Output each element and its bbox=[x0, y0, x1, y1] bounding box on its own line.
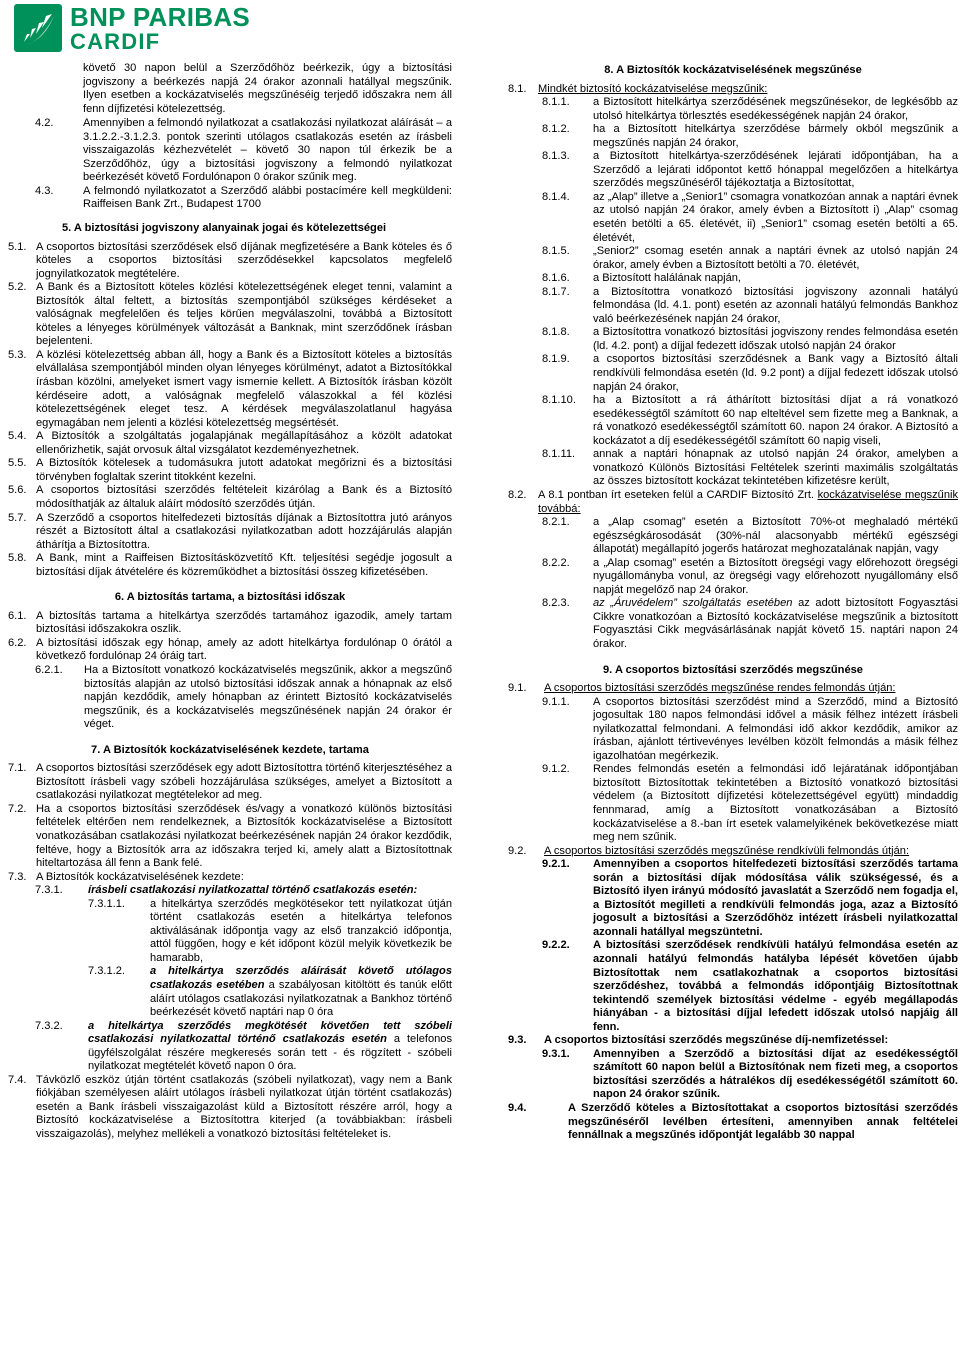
section-6-title: 6. A biztosítás tartama, a biztosítási időszak bbox=[114, 591, 346, 604]
paragraph-number: 8.1.11. bbox=[542, 448, 576, 461]
paragraph-7-3-1 bbox=[8, 884, 452, 898]
paragraph-text: A felmondó nyilatkozatot a Szerződő alábbi postacímére kell megküldeni: Raiffeisen Bank Zrt., Budapest 1700 bbox=[83, 184, 452, 211]
paragraph-8-1-2 bbox=[508, 123, 958, 150]
paragraph-5-1 bbox=[8, 241, 452, 282]
paragraph-number: 5.5. bbox=[8, 457, 27, 470]
paragraph-8-2-3 bbox=[508, 597, 958, 651]
paragraph-8-2-1 bbox=[508, 516, 958, 557]
paragraph-4-1-continuation: követő 30 napon belül a Szerződőhöz beérkezik, úgy a biztosítási jogviszony a beérkezés napjá 24 órakor azonnali hatállyal megszűnik. Ilyen esetben a kockázatviselés megszűnéséig terjedő időszakra nem áll fenn díjfizetési kötelezettség. bbox=[83, 62, 452, 115]
paragraph-8-1-8 bbox=[508, 326, 958, 353]
left-column bbox=[8, 62, 452, 1368]
paragraph-number: 5.7. bbox=[8, 511, 27, 524]
paragraph-text: A csoportos biztosítási szerződés megszűnése díj-nemfizetéssel: bbox=[544, 1034, 889, 1047]
paragraph-number: 9.4. bbox=[508, 1102, 527, 1115]
paragraph-number: 9.2.2. bbox=[542, 939, 570, 952]
paragraph-5-8 bbox=[8, 552, 452, 579]
paragraph-text: A csoportos biztosítási szerződés megszűnése rendes felmondás útján: bbox=[544, 682, 896, 695]
paragraph-emphasis: az „Áruvédelem” szolgáltatás esetében bbox=[593, 597, 793, 610]
paragraph-number: 8.1. bbox=[508, 82, 527, 95]
paragraph-number: 7.3. bbox=[8, 870, 27, 883]
paragraph-text: a szabályosan kitöltött és tanúk előtt aláírt utólagos csatlakozási nyilatkozatnak a Bankhoz történő beérkezését követő naptári nap 0 óra bbox=[150, 979, 452, 1019]
paragraph-text: A biztosítás tartama a hitelkártya szerződés tartamához igazodik, amely tartam biztosítási időszakokra oszlik. bbox=[36, 609, 452, 636]
paragraph-9-2-2 bbox=[508, 939, 958, 1034]
section-9-title: 9. A csoportos biztosítási szerződés megszűnése bbox=[603, 663, 863, 676]
paragraph-text: a „Alap csomag” esetén a Biztosított öregségi vagy előrehozott öregségi nyugállományba vonul, az öregségi vagy előrehozott nyugállomány első napját megelőző nap 24 órakor. bbox=[593, 556, 958, 596]
paragraph-9-1-2 bbox=[508, 763, 958, 844]
paragraph-text: az adott biztosított Fogyasztási Cikkre vonatkozóan a Biztosító kockázatviselése megszűnik a biztosított Fogyasztási Cikk megvásárlásának napját követő 15. naptári napon 24 órakor. bbox=[593, 597, 958, 650]
paragraph-text: Amennyiben a felmondó nyilatkozat a csatlakozási nyilatkozat aláírását – a 3.1.2.2.-3.1.2.3. pontok szerinti utólagos csatlakozás esetén az írásbeli visszaigazolás kézhezvételét – követő 30 napon túl érkezik be a Szerződőhöz, úgy a biztosítási jogviszony a felmondó nyilatkozat beérkezését követő Fordulónapon 0 órakor szűnik meg. bbox=[83, 117, 452, 184]
paragraph-4-2 bbox=[8, 117, 452, 185]
paragraph-number: 7.3.1.1. bbox=[88, 897, 126, 910]
paragraph-8-1-9 bbox=[508, 353, 958, 394]
paragraph-9-3 bbox=[508, 1034, 958, 1048]
paragraph-text: A csoportos biztosítási szerződést mind a Szerződő, mind a Biztosító jogosultak 180 napos felmondási idővel a másik félhez intézett írásbeli nyilatkozattal felmondani. A felmondási idő akkor kezdődik, amikor az írásban, ajánlott tértivevényes levélben közölt felmondás a másik félhez igazolhatóan megérkezik. bbox=[593, 695, 958, 762]
paragraph-number: 9.1.1. bbox=[542, 695, 570, 708]
paragraph-text: A csoportos biztosítási szerződések első díjának megfizetésére a Bank köteles és ő köteles a csoportos biztosítási szerződésekkel kapcsolatos megfelelő jognyilatkozatok megtételére. bbox=[36, 240, 452, 280]
paragraph-number: 8.2.1. bbox=[542, 516, 570, 529]
paragraph-9-4 bbox=[508, 1102, 958, 1143]
paragraph-text: A Szerződő a csoportos hitelfedezeti biztosítás díjának a Biztosítottra jutó arányos részét a Biztosított által a csatlakozási nyilatkozatban adott hozzájárulás alapján áthárítja a Biztosítottra. bbox=[36, 511, 452, 551]
paragraph-number: 8.2.2. bbox=[542, 556, 570, 569]
paragraph-8-2-2 bbox=[508, 557, 958, 598]
paragraph-text: a Biztosított hitelkártya szerződésének megszűnésekor, de legkésőbb az utolsó hitelkártya törlesztés esedékességének napján 24 órakor, bbox=[593, 96, 958, 122]
bnp-paribas-stars-logo-icon bbox=[14, 4, 62, 52]
paragraph-number: 8.1.6. bbox=[542, 272, 570, 285]
paragraph-8-1-3 bbox=[508, 150, 958, 191]
paragraph-text: A közlési kötelezettség abban áll, hogy a Bank és a Biztosított köteles a biztosítás elvállalása szempontjából minden olyan lényeges körülményt, adatot a Biztosítókkal írásban közölni, amelyeket ismert vagy ismernie kellett. A Biztosítók írásban közölt kérdéseire adott, a valóságnak megfelelő válaszokkal a fél közlési kötelezettségének eleget tesz. A kérdések megválaszolatlanul hagyása egymagában nem jelenti a közlési kötelezettség megsértését. bbox=[36, 348, 452, 429]
paragraph-number: 4.2. bbox=[35, 117, 54, 130]
paragraph-number: 5.4. bbox=[8, 430, 27, 443]
paragraph-text: Ha a csoportos biztosítási szerződések és/vagy a vonatkozó különös biztosítási feltételek eltérően nem rendelkeznek, a Biztosítók kockázatviselése a Biztosított vonatkozásában csatlakozási nyilatkozat beérkezésének napján 24 órakor kezdődik, feltéve, hogy a Biztosítók arra az időszakra terjed ki, amely alatt a Biztosítottnak hiteltartozása áll fenn a Bank felé. bbox=[36, 802, 452, 870]
paragraph-6-2 bbox=[8, 637, 452, 664]
paragraph-8-2 bbox=[508, 489, 958, 516]
paragraph-number: 5.1. bbox=[8, 240, 27, 253]
paragraph-8-1-10 bbox=[508, 394, 958, 448]
paragraph-text: A Bank, mint a Raiffeisen Biztosításközvetítő Kft. teljesítési segédje jogosult a biztosítási díjak átvételére és közreműködhet a biztosítási összeg kifizetésében. bbox=[36, 552, 452, 578]
brand-name bbox=[70, 4, 250, 53]
paragraph-text: A Biztosítók a szolgáltatás jogalapjának megállapításához a közölt adatokat ellenőrizhetik, saját orvosuk által vizsgálatot kezdeményezhetnek. bbox=[36, 430, 452, 456]
brand-header bbox=[14, 4, 274, 54]
paragraph-number: 8.1.7. bbox=[542, 285, 570, 298]
paragraph-number: 9.1.2. bbox=[542, 763, 570, 776]
section-8-title: 8. A Biztosítók kockázatviselésének megszűnése bbox=[604, 64, 862, 76]
paragraph-number: 7.3.1. bbox=[35, 884, 63, 897]
paragraph-number: 4.3. bbox=[35, 184, 54, 197]
paragraph-text: Amennyiben a csoportos hitelfedezeti biztosítási szerződés tartama során a biztosítási díjak módosítása válik szükségessé, és a Biztosító ilyen irányú módosító javaslatát a Szerződő nem fogadja el, a Biztosítót megilleti a rendkívüli felmondás joga, azaz a Biztosító jogosult a biztosítási a Szerződőhöz intézett írásbeli nyilatkozattal azonnali hatállyal megszüntetni. bbox=[593, 858, 958, 938]
paragraph-7-1 bbox=[8, 762, 452, 803]
paragraph-text: A biztosítási időszak egy hónap, amely az adott hitelkártya fordulónap 0 órától a következő fordulónap 24 óráig tart. bbox=[36, 636, 452, 663]
paragraph-number: 6.2. bbox=[8, 636, 27, 649]
paragraph-number: 8.1.2. bbox=[542, 123, 570, 136]
paragraph-number: 6.2.1. bbox=[35, 663, 63, 676]
paragraph-text: A Bank és a Biztosított köteles közlési kötelezettségének eleget tenni, valamint a Biztosítók által feltett, a biztosítás szempontjából szükséges kérdéseket a valóságnak megfelelően és teljes körűen megválaszolni, továbbá a Biztosított köteles a lényeges körülmények változását a Banknak, mint szerződőnek írásban bejelenteni. bbox=[36, 281, 452, 348]
paragraph-8-1-5 bbox=[508, 245, 958, 272]
paragraph-number: 9.2. bbox=[508, 844, 527, 857]
paragraph-5-3 bbox=[8, 349, 452, 430]
paragraph-number: 9.2.1. bbox=[542, 858, 570, 871]
paragraph-number: 5.6. bbox=[8, 484, 27, 497]
paragraph-text: Távközlő eszköz útján történt csatlakozás (szóbeli nyilatkozat), vagy nem a Bank fiókjában személyesen aláírt utólagos írásbeli nyilatkozat útján történt csatlakozás) esetén a Bank írásbeli visszaigazolást küld a Biztosított részére arról, hogy a Biztosító kockázatviselése a Biztosítottra kiterjed (a továbbiakban: írásbeli visszaigazolás), melyhez mellékeli a vonatkozó biztosítási feltételeket is. bbox=[36, 1073, 452, 1141]
paragraph-number: 9.3. bbox=[508, 1034, 527, 1047]
paragraph-text: A Biztosítók kockázatviselésének kezdete: bbox=[36, 870, 244, 883]
paragraph-text: ha a Biztosított a rá áthárított biztosítási díjat a rá vonatkozó esedékességtől számított 60 nap elteltével sem fizette meg a Banknak, a rá vonatkozó esedékességtől számított 60. napon 24 órakor. A Biztosító a kockázatot a díj esedékességétől számított 60 napig viseli, bbox=[593, 394, 958, 447]
paragraph-text-underlined: kockázatviselése megszűnik továbbá: bbox=[538, 488, 958, 515]
brand-line1: BNP PARIBAS bbox=[70, 2, 251, 32]
paragraph-number: 7.3.1.2. bbox=[88, 965, 126, 978]
paragraph-8-1 bbox=[508, 83, 958, 97]
paragraph-emphasis: a hitelkártya szerződés aláírását követő utólagos csatlakozás esetében bbox=[150, 965, 452, 991]
paragraph-text: a hitelkártya szerződés megkötésekor tett nyilatkozat útján történt csatlakozás esetén a hitelkártya telefonos aktiválásának időpontja vagy az első tranzakció időpontja, attól függően, hogy e két időpont közül melyik következik be hamarabb, bbox=[150, 897, 452, 964]
paragraph-5-7 bbox=[8, 512, 452, 553]
paragraph-text: Rendes felmondás esetén a felmondási idő lejáratának időpontjában biztosított Biztosítottak tekintetében a Biztosító vonatkozó biztosítási védelem (a Biztosított díjfizetési kötelezettségével együtt) mindaddig fennmarad, amíg a Biztosított vonatkozásában a Biztosító kockázatviselése a 8.-ban írt esetek valamelyikének bekövetkezése miatt meg nem szűnik. bbox=[593, 763, 958, 844]
paragraph-8-1-1 bbox=[508, 96, 958, 123]
paragraph-text: a „Alap csomag” esetén a Biztosított 70%-ot meghaladó mértékű egészségkárosodását (30%-nál alacsonyabb mértékű egészségi állapotát) megállapító jogerős határozat meghozatalának napján, vagy bbox=[593, 516, 958, 556]
paragraph-number: 8.1.10. bbox=[542, 394, 576, 407]
paragraph-number: 5.2. bbox=[8, 281, 27, 294]
paragraph-number: 5.3. bbox=[8, 348, 27, 361]
paragraph-5-5 bbox=[8, 457, 452, 484]
paragraph-text: A Biztosítók kötelesek a tudomásukra jutott adatokat megőrizni és a biztosítási törvényben foglaltak szerint titokként kezelni. bbox=[36, 457, 452, 483]
paragraph-9-2-1 bbox=[508, 858, 958, 939]
section-7-title: 7. A Biztosítók kockázatviselésének kezdete, tartama bbox=[91, 743, 369, 756]
paragraph-number: 8.2. bbox=[508, 488, 527, 501]
paragraph-emphasis: a hitelkártya szerződés megkötését követően tett szóbeli csatlakozási nyilatkozattal történő csatlakozás esetén bbox=[88, 1019, 452, 1046]
paragraph-text: A Szerződő köteles a Biztosítottakat a csoportos biztosítási szerződés megszűnéséről levélben értesíteni, amennyiben annak feltételei fennállnak a megszűnés időpontját legalább 30 nappal bbox=[568, 1102, 958, 1142]
paragraph-text: Ha a Biztosított vonatkozó kockázatviselés megszűnik, akkor a megszűnő biztosítás alapján az utolsó biztosítási időszak annak a hónapnak az első napján kezdődik, amely hónapban az érintett Biztosító kockázatviselés megszűnik, és a kockázatviselés megszűnésének napján 24 órakor ér véget. bbox=[84, 663, 452, 731]
paragraph-number: 8.1.4. bbox=[542, 190, 570, 203]
right-column bbox=[508, 64, 958, 1368]
paragraph-number: 9.1. bbox=[508, 682, 527, 695]
paragraph-5-4 bbox=[8, 430, 452, 457]
paragraph-number: 8.1.3. bbox=[542, 150, 570, 163]
paragraph-8-1-4 bbox=[508, 191, 958, 245]
paragraph-number: 7.4. bbox=[8, 1073, 27, 1086]
paragraph-number: 6.1. bbox=[8, 609, 27, 622]
paragraph-number: 7.1. bbox=[8, 762, 27, 775]
paragraph-text: A csoportos biztosítási szerződés feltételeit kizárólag a Bank és a Biztosító módosíthatják az általuk aláírt módosító szerződés útján. bbox=[36, 484, 452, 510]
paragraph-7-2 bbox=[8, 803, 452, 871]
paragraph-8-1-7 bbox=[508, 286, 958, 327]
paragraph-text: „Senior2” csomag esetén annak a naptári évnek az utolsó napján 24 órakor, amely évben a Biztosított betölti a 70. életévét, bbox=[593, 245, 958, 271]
paragraph-text: A biztosítási szerződések rendkívüli hatályú felmondása esetén az azonnali hatályú felmondás hatályba lépését követően újabb Biztosítottak nem csatlakozhatnak a csoportos biztosítási szerződéshez, továbbá a felmondás időpontjáig Biztosítottnak tekintendő személyek biztosítási védelme - egyéb megállapodás hiányában - a biztosítási díjjal lefedett időszak utolsó napjáig áll fenn. bbox=[593, 939, 958, 1033]
paragraph-text: Amennyiben a Szerződő a biztosítási díjat az esedékességtől számított 60 napon belül a Biztosítónak nem fizeti meg, a csoportos biztosítási szerződés a hátralékos díj esedékességétől számított 60. napon 24 órakor szűnik. bbox=[593, 1047, 958, 1101]
paragraph-5-6 bbox=[8, 484, 452, 511]
paragraph-number: 8.1.8. bbox=[542, 326, 570, 339]
paragraph-5-2 bbox=[8, 281, 452, 349]
paragraph-text: az „Alap” illetve a „Senior1” csomagra vonatkozóan annak a naptári évnek az utolsó napján 24 órakor, amely évben a Biztosított i) „Alap” csomag esetén betölti a 65. életévét, ii) „Senior1” csomag esetén betölti a 65. életévét, bbox=[593, 190, 958, 244]
paragraph-9-1 bbox=[508, 682, 958, 696]
paragraph-text: írásbeli csatlakozási nyilatkozattal történő csatlakozás esetén: bbox=[88, 884, 418, 897]
paragraph-text: a telefonos ügyfélszolgálat részére megkeresés során tett - és rögzített - szóbeli nyilatkozat megtételét követő napon 0 óra. bbox=[88, 1033, 452, 1073]
paragraph-number: 8.2.3. bbox=[542, 597, 570, 610]
paragraph-7-3 bbox=[8, 871, 452, 885]
paragraph-7-3-1-1 bbox=[8, 898, 452, 966]
paragraph-number: 8.1.5. bbox=[542, 245, 570, 258]
paragraph-8-1-6 bbox=[508, 272, 958, 286]
paragraph-text: A csoportos biztosítási szerződés megszűnése rendkívüli felmondás útján: bbox=[544, 844, 910, 857]
paragraph-text: a Biztosított hitelkártya-szerződésének lejárati időpontjában, ha a Szerződő a lejárati időpontot kettő hónappal megelőzően a hitelkártya szerződés megszűnéséről tájékoztatja a Biztosítottat, bbox=[593, 150, 958, 190]
paragraph-number: 8.1.1. bbox=[542, 96, 570, 109]
paragraph-9-3-1 bbox=[508, 1048, 958, 1102]
paragraph-number: 8.1.9. bbox=[542, 353, 570, 366]
paragraph-text: ha a Biztosított hitelkártya szerződése bármely okból megszűnik a megszűnés napján 24 órakor, bbox=[593, 123, 958, 149]
paragraph-6-2-1 bbox=[8, 664, 452, 732]
paragraph-8-1-11 bbox=[508, 448, 958, 489]
paragraph-9-1-1 bbox=[508, 696, 958, 764]
paragraph-4-3 bbox=[8, 185, 452, 212]
paragraph-text: Mindkét biztosító kockázatviselése megszűnik: bbox=[538, 82, 768, 95]
paragraph-text: a Biztosítottra vonatkozó biztosítási jogviszony rendes felmondása esetén (ld. 4.2. pont) a díjjal fedezett időszak utolsó napján 24 órakor bbox=[593, 326, 958, 352]
paragraph-text: A 8.1 pontban írt eseteken felül a CARDIF Biztosító Zrt. bbox=[538, 488, 815, 501]
paragraph-number: 5.8. bbox=[8, 552, 27, 565]
paragraph-number: 7.2. bbox=[8, 802, 27, 815]
paragraph-7-3-2 bbox=[8, 1020, 452, 1074]
paragraph-text: annak a naptári hónapnak az utolsó napján 24 órakor, amelyben a vonatkozó Különös Biztosítási Feltételek szerinti maximális szolgáltatás az összes biztosított kockázat tekintetében kifizetésre került, bbox=[593, 448, 958, 488]
paragraph-text: a csoportos biztosítási szerződésnek a Bank vagy a Biztosító általi rendkívüli felmondása esetén (ld. 9.2 pont) a díjjal fedezett időszak utolsó napján 24 órakor, bbox=[593, 353, 958, 393]
paragraph-text: a Biztosítottra vonatkozó biztosítási jogviszony azonnali hatályú felmondása (ld. 4.1. pont) esetén az azonnali hatályú felmondás Bankhoz való beérkezésének napján 24 órakor, bbox=[593, 285, 958, 325]
paragraph-number: 9.3.1. bbox=[542, 1047, 570, 1060]
paragraph-number: 7.3.2. bbox=[35, 1019, 63, 1032]
paragraph-text: A csoportos biztosítási szerződések egy adott Biztosítottra történő kiterjesztéséhez a Biztosított írásbeli vagy szóbeli hozzájárulása szükséges, amelyet a Biztosított a csatlakozási nyilatkozat megtételekor ad meg. bbox=[36, 762, 452, 802]
paragraph-7-4 bbox=[8, 1074, 452, 1142]
paragraph-9-2 bbox=[508, 845, 958, 859]
paragraph-7-3-1-2 bbox=[8, 965, 452, 1019]
paragraph-text: a Biztosított halálának napján, bbox=[593, 272, 742, 285]
section-5-title: 5. A biztosítási jogviszony alanyainak jogai és kötelezettségei bbox=[62, 222, 387, 235]
brand-line2: CARDIF bbox=[70, 29, 161, 54]
paragraph-6-1 bbox=[8, 610, 452, 637]
